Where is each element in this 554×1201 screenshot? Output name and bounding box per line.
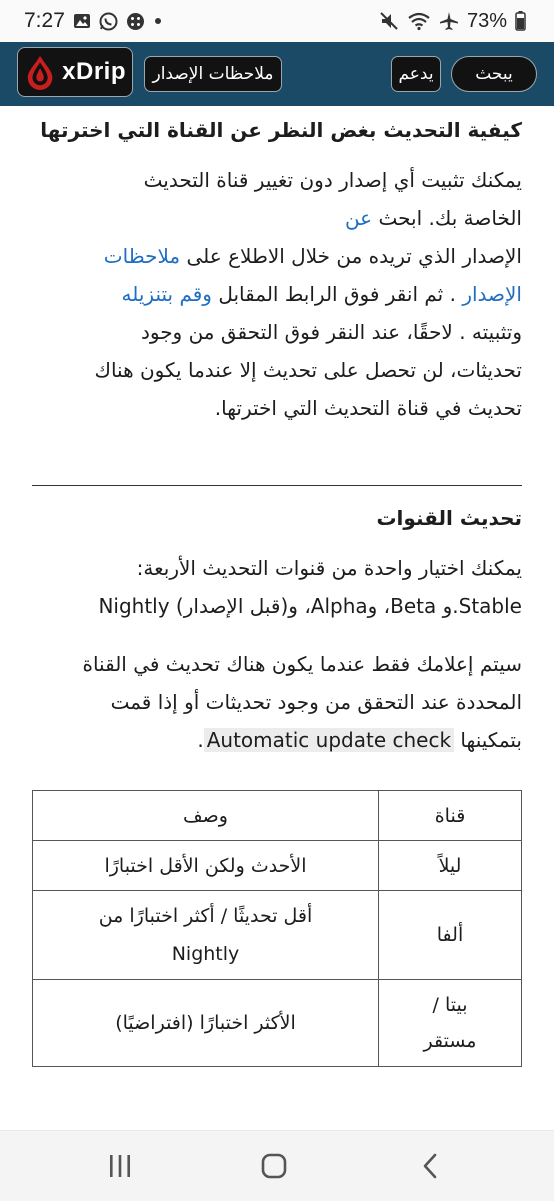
home-icon[interactable] (261, 1153, 287, 1183)
description-cell: الأحدث ولكن الأقل اختبارًا (33, 841, 379, 891)
channel-cell: ليلاً (379, 841, 522, 891)
paragraph-line: تحديثات، لن تحصل على تحديث إلا عندما يكون هناك (94, 358, 522, 382)
description-cell (33, 891, 379, 980)
text: . (197, 728, 204, 752)
xdrip-logo-button[interactable] (17, 47, 133, 97)
wifi-call-icon (407, 11, 431, 31)
code-automatic-update-check: Automatic update check (204, 728, 454, 752)
description-cell: الأكثر اختبارًا (افتراضيًا) (33, 980, 379, 1067)
release-notes-button[interactable]: ملاحظات الإصدار (144, 56, 282, 92)
channel-line: مستقر (423, 1030, 477, 1052)
donate-button[interactable]: يدعم (391, 56, 441, 92)
table-header-description: وصف (33, 791, 379, 841)
paragraph-line: يمكنك تثبيت أي إصدار دون تغيير قناة التحديث (143, 168, 522, 192)
table-header-channel: قناة (379, 791, 522, 841)
search-link[interactable]: عن (344, 206, 373, 230)
status-left (24, 9, 163, 33)
download-link[interactable]: وقم بتنزيله (121, 282, 212, 306)
dot-icon (153, 16, 163, 26)
paragraph-line: سيتم إعلامك فقط عندما يكون هناك تحديث في القناة (82, 652, 522, 676)
text: الخاصة بك. ابحث (372, 206, 522, 230)
back-icon[interactable] (420, 1153, 440, 1183)
table-row (33, 891, 522, 980)
mute-icon (379, 11, 399, 31)
app-icon (126, 12, 145, 31)
paragraph-line: وتثبيته . لاحقًا، عند النقر فوق التحقق من وجود (140, 320, 522, 344)
channel-cell (379, 980, 522, 1067)
table-header-row (33, 791, 522, 841)
blood-drop-icon (24, 53, 56, 91)
paragraph-line (32, 237, 522, 275)
channel-line: بيتا / (432, 994, 468, 1016)
section1-paragraph (32, 161, 522, 427)
clock: 7:27 (24, 9, 65, 32)
recents-icon[interactable] (108, 1153, 132, 1183)
description-line: أقل تحديثًا / أكثر اختبارًا من (98, 905, 313, 927)
channels-table (32, 790, 522, 1067)
gallery-icon (73, 12, 91, 30)
section-heading-update-any-channel: كيفية التحديث بغض النظر عن القناة التي اخترتها (40, 118, 522, 142)
status-right (379, 10, 526, 33)
description-line: Nightly (171, 943, 240, 965)
text: الإصدار الذي تريده من خلال الاطلاع على (180, 244, 522, 268)
release-notes-link[interactable]: ملاحظات (103, 244, 181, 268)
airplane-icon (439, 11, 459, 31)
text: بتمكينها (454, 728, 522, 752)
paragraph-line (32, 199, 522, 237)
paragraph-line: تحديث في قناة التحديث التي اخترتها. (214, 396, 522, 420)
battery-icon (515, 11, 526, 31)
table-row (33, 841, 522, 891)
search-button[interactable]: يبحث (451, 56, 537, 92)
article-content (32, 108, 522, 1067)
paragraph-line (32, 275, 522, 313)
section-heading-update-channels: تحديث القنوات (376, 506, 522, 530)
logo-text: xDrip (62, 58, 126, 85)
whatsapp-icon (99, 12, 118, 31)
paragraph-line: Stable.و Beta، وAlpha، و(قبل الإصدار) Nightly (98, 594, 522, 618)
paragraph-line: يمكنك اختيار واحدة من قنوات التحديث الأربعة: (136, 556, 522, 580)
system-nav-bar (0, 1130, 554, 1201)
section2-paragraph-2 (32, 645, 522, 759)
table-row (33, 980, 522, 1067)
section2-paragraph-1 (32, 549, 522, 625)
battery-percent: 73% (466, 9, 507, 32)
paragraph-line (32, 721, 522, 759)
channel-cell: ألفا (379, 891, 522, 980)
text: . ثم انقر فوق الرابط المقابل (211, 282, 463, 306)
status-bar (0, 0, 554, 42)
paragraph-line: المحددة عند التحقق من وجود تحديثات أو إذا قمت (110, 690, 522, 714)
app-header (0, 42, 554, 106)
release-notes-link-cont[interactable]: الإصدار (462, 282, 522, 306)
divider (32, 485, 522, 486)
